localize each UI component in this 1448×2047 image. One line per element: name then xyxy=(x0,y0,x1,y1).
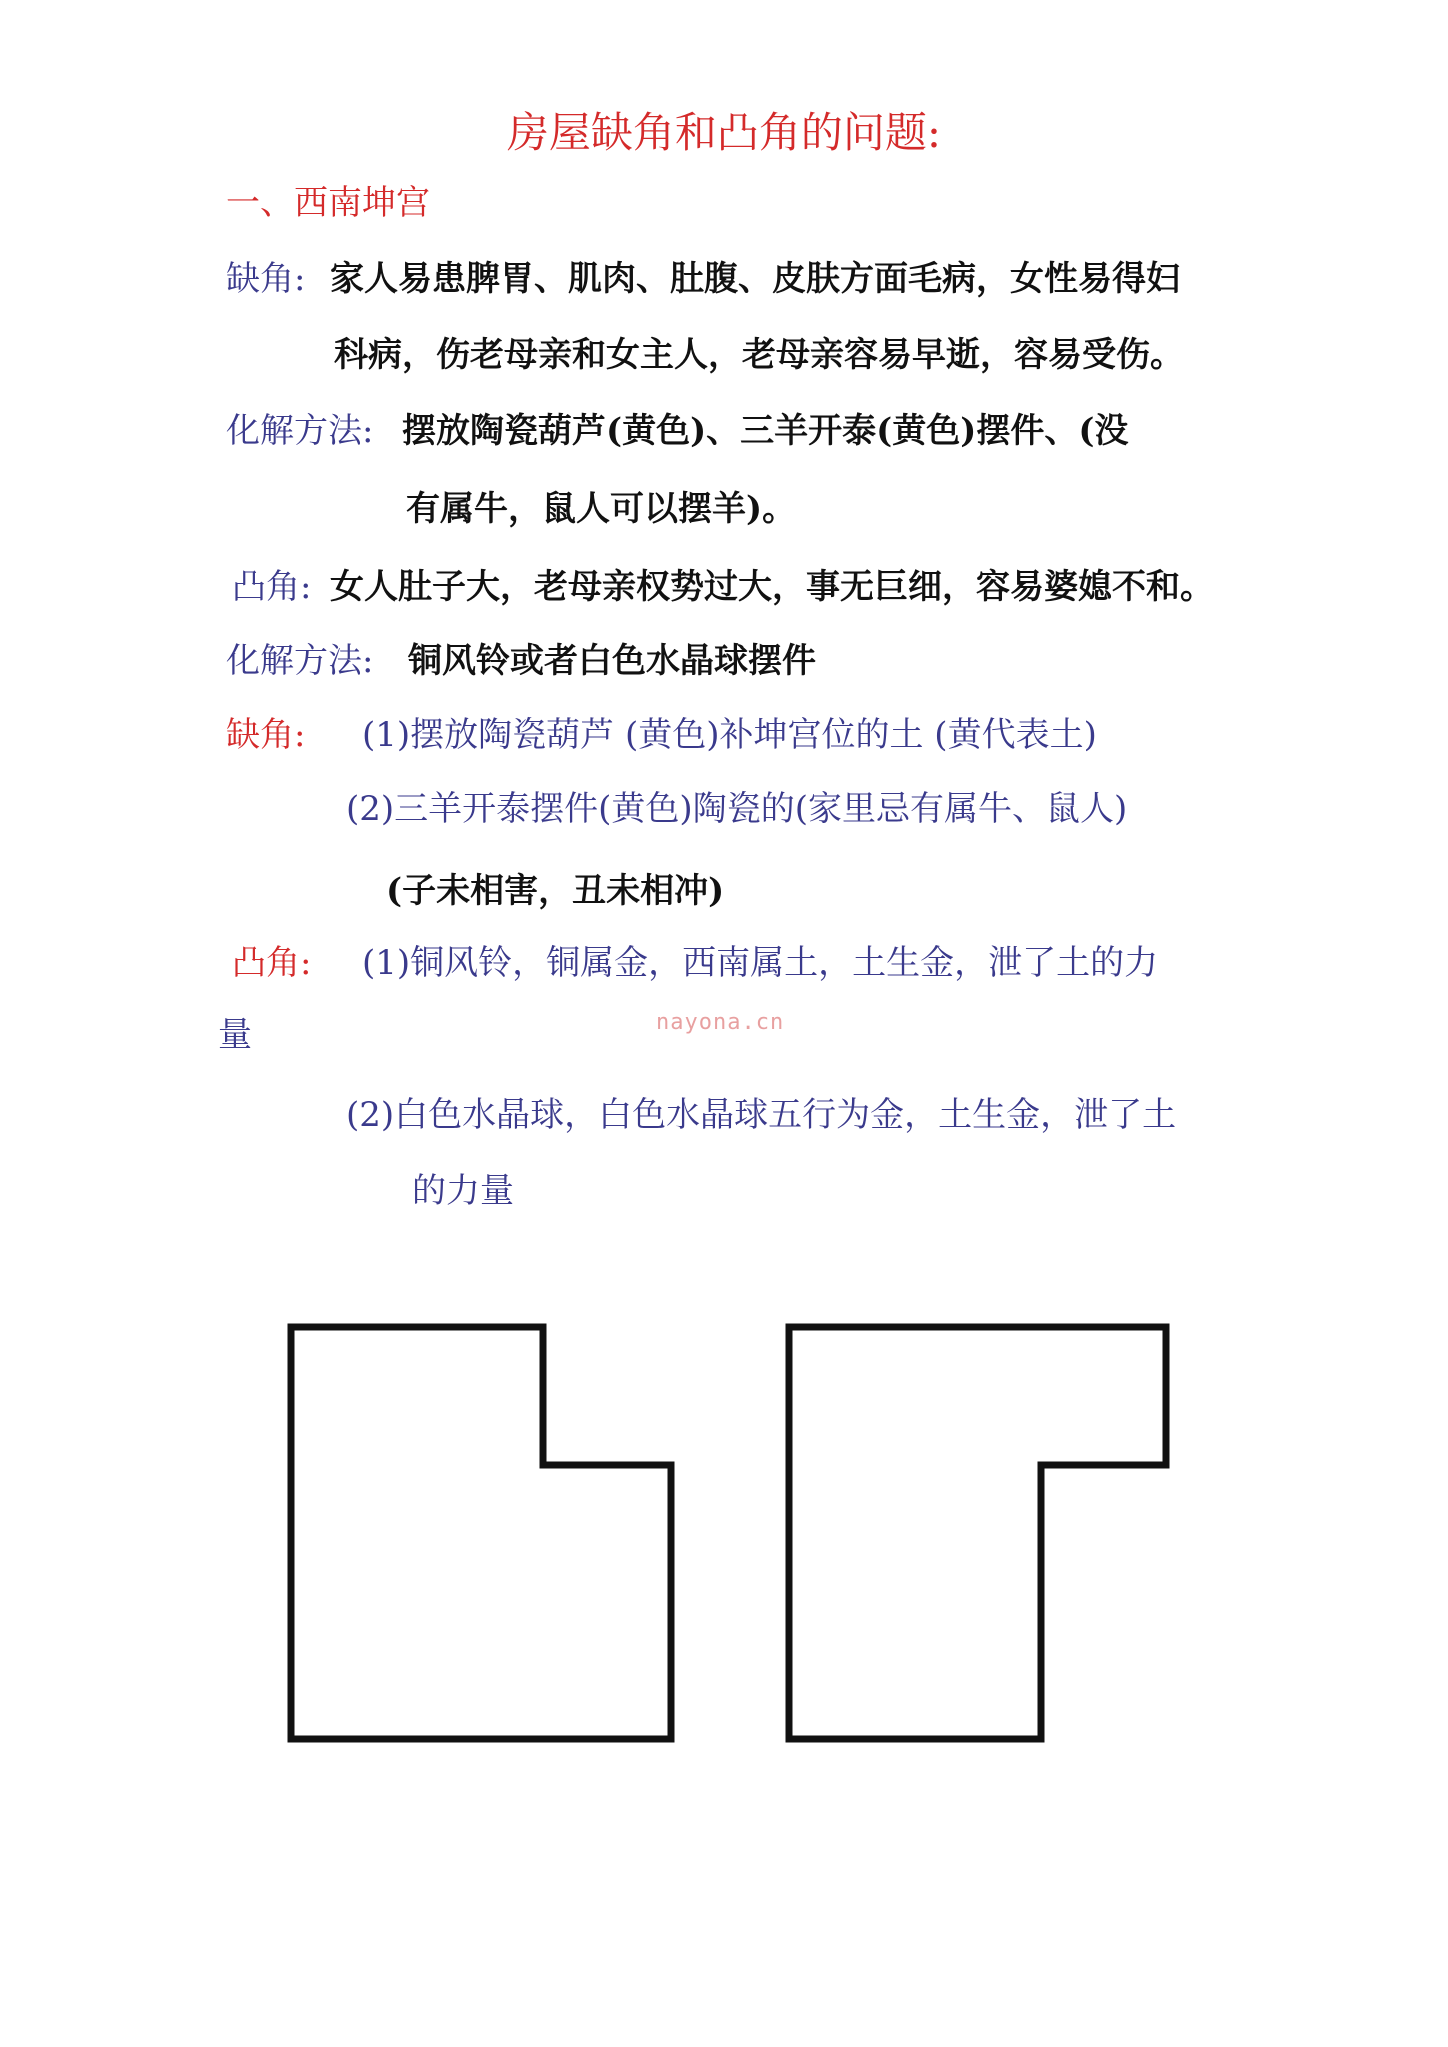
missing-remedy-text-line1: 摆放陶瓷葫芦(黄色)、三羊开泰(黄色)摆件、(没 xyxy=(402,411,1129,451)
missing-remedy-text-line2: 有属牛，鼠人可以摆羊)。 xyxy=(406,489,797,529)
watermark: nayona.cn xyxy=(656,1010,785,1035)
protruding-detail-label: 凸角: xyxy=(232,943,312,983)
missing-corner-floorplan xyxy=(286,1322,676,1744)
missing-detail-item2: (2)三羊开泰摆件(黄色)陶瓷的(家里忌有属牛、鼠人) xyxy=(346,789,1128,829)
missing-corner-text-line1: 家人易患脾胃、肌肉、肚腹、皮肤方面毛病，女性易得妇 xyxy=(330,259,1180,299)
missing-remedy-label: 化解方法: xyxy=(226,411,374,451)
missing-corner-text-line2: 科病，伤老母亲和女主人，老母亲容易早逝，容易受伤。 xyxy=(334,335,1184,375)
protruding-corner-text: 女人肚子大，老母亲权势过大，事无巨细，容易婆媳不和。 xyxy=(330,567,1214,607)
protruding-detail-item2-line2: 的力量 xyxy=(412,1171,514,1211)
page-title: 房屋缺角和凸角的问题: xyxy=(506,108,942,157)
protruding-detail-item1-line1: (1)铜风铃，铜属金，西南属土，土生金，泄了土的力 xyxy=(362,943,1159,983)
missing-detail-item1: (1)摆放陶瓷葫芦 (黄色)补坤宫位的土 (黄代表土) xyxy=(362,715,1097,755)
missing-detail-note: (子未相害，丑未相冲) xyxy=(386,871,725,911)
protruding-corner-outline xyxy=(789,1327,1166,1739)
protruding-detail-item1-line2: 量 xyxy=(218,1015,252,1055)
missing-detail-label: 缺角: xyxy=(226,715,306,755)
protruding-detail-item2-line1: (2)白色水晶球，白色水晶球五行为金，土生金，泄了土 xyxy=(346,1095,1177,1135)
protruding-corner-label: 凸角: xyxy=(232,567,312,607)
protruding-remedy-text: 铜风铃或者白色水晶球摆件 xyxy=(408,641,816,681)
section-heading: 一、西南坤宫 xyxy=(226,183,430,223)
protruding-corner-floorplan xyxy=(784,1322,1174,1744)
missing-corner-outline xyxy=(291,1327,671,1739)
missing-corner-label: 缺角: xyxy=(226,259,306,299)
protruding-remedy-label: 化解方法: xyxy=(226,641,374,681)
